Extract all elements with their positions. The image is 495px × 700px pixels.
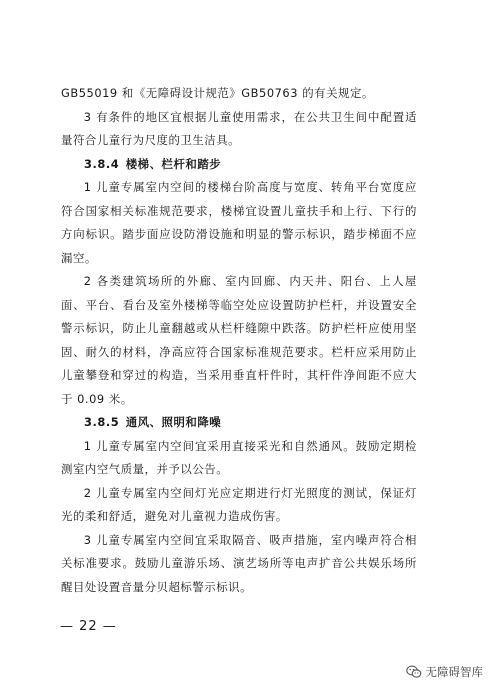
section-title: 楼梯、栏杆和踏步 (125, 156, 222, 171)
section-number: 3.8.4 (84, 156, 120, 171)
paragraph: 1 儿童专属室内空间的楼梯台阶高度与宽度、转角平台宽度应符合国家相关标准规范要求，楼梯宜设置儿童扶手和上行、下行的方向标识。踏步面应设防滑设施和明显的警示标识，踏步梯面不应漏空。 (61, 180, 417, 265)
paragraph: 2 各类建筑场所的外廊、室内回廊、内天井、阳台、上人屋面、平台、看台及室外楼梯等临空处应设置防护栏杆，并设置安全警示标识，防止儿童翻越或从栏杆缝隙中跌落。防护栏杆应使用坚固、耐久的材料，净高应符合国家标准规范要求。栏杆应采用防止儿童攀登和穿过的构造，当采用垂直杆件时，其杆件净间距不应大于 0.09 米。 (61, 274, 417, 406)
paragraph: 3 有条件的地区宜根据儿童使用需求，在公共卫生间中配置适量符合儿童行为尺度的卫生洁具。 (61, 109, 417, 147)
section-heading (61, 153, 417, 177)
section-title: 通风、照明和降噪 (125, 415, 222, 429)
wechat-icon (406, 665, 422, 679)
paragraph: 1 儿童专属室内空间宜采用直接采光和自然通风。鼓励定期检测室内空气质量，并予以公告。 (61, 438, 417, 476)
section-heading (61, 411, 417, 435)
section-number: 3.8.5 (84, 415, 120, 429)
paragraph: 2 儿童专属室内空间灯光应定期进行灯光照度的测试，保证灯光的柔和舒适，避免对儿童视力造成伤害。 (61, 485, 417, 523)
watermark-text: 无障碍智库 (425, 665, 483, 679)
paragraph: GB55019 和《无障碍设计规范》GB50763 的有关规定。 (61, 86, 374, 100)
document-body (61, 82, 417, 599)
watermark (406, 664, 484, 680)
paragraph: 3 儿童专属室内空间宜采取隔音、吸声措施，室内噪声符合相关标准要求。鼓励儿童游乐场、演艺场所等电声扩音公共娱乐场所醒目处设置音量分贝超标警示标识。 (61, 532, 417, 594)
page-number: — 22 — (60, 619, 117, 634)
